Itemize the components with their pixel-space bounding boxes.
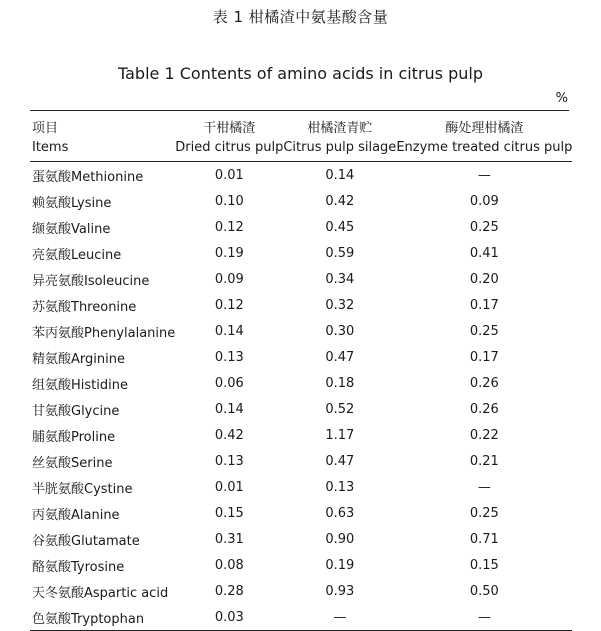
enzyme-cell: 0.71 — [469, 531, 499, 547]
unit-label: % — [555, 91, 568, 106]
header-dried-cn: 干柑橘渣 — [203, 121, 256, 136]
silage-cell: 0.47 — [325, 453, 355, 469]
enzyme-cell: — — [396, 604, 572, 631]
header-row-english — [30, 137, 572, 162]
silage-cell: 0.18 — [325, 375, 355, 391]
dried-cell: 0.10 — [214, 193, 244, 209]
table-row — [30, 578, 572, 604]
top-rule — [30, 110, 569, 111]
dried-cell: 0.01 — [214, 479, 244, 495]
silage-cell: 0.13 — [325, 479, 355, 495]
table-row — [30, 422, 572, 448]
table-row — [30, 552, 572, 578]
item-cell: 半胱氨酸Cystine — [32, 481, 133, 497]
table-row — [30, 266, 572, 292]
item-cell: 赖氨酸Lysine — [32, 195, 112, 211]
dried-cell: 0.19 — [214, 245, 244, 261]
silage-cell: — — [283, 604, 396, 631]
amino-acid-table — [30, 112, 572, 631]
dried-cell: 0.15 — [214, 505, 244, 521]
header-silage-en: Citrus pulp silage — [283, 137, 396, 162]
dried-cell: 0.13 — [214, 349, 244, 365]
table-title-english: Table 1 Contents of amino acids in citrus pulp — [118, 64, 483, 83]
item-cell: 谷氨酸Glutamate — [32, 533, 140, 549]
silage-cell: 0.34 — [325, 271, 355, 287]
item-cell: 脯氨酸Proline — [32, 429, 116, 445]
table-row — [30, 474, 572, 500]
item-cell: 蛋氨酸Methionine — [32, 169, 144, 185]
item-cell: 丙氨酸Alanine — [32, 507, 120, 523]
silage-cell: 0.47 — [325, 349, 355, 365]
enzyme-cell: 0.26 — [469, 375, 499, 391]
table-body — [30, 162, 572, 631]
dried-cell: 0.13 — [214, 453, 244, 469]
silage-cell: 0.42 — [325, 193, 355, 209]
header-dried-en: Dried citrus pulp — [175, 137, 283, 162]
enzyme-cell: 0.17 — [469, 297, 499, 313]
item-cell: 组氨酸Histidine — [32, 377, 128, 393]
header-items-cn: 项目 — [32, 121, 59, 136]
table-row — [30, 318, 572, 344]
table-title-chinese: 表 1 柑橘渣中氨基酸含量 — [212, 8, 389, 26]
dried-cell: 0.06 — [214, 375, 244, 391]
enzyme-cell: 0.22 — [469, 427, 499, 443]
enzyme-cell: 0.15 — [469, 557, 499, 573]
silage-cell: 0.90 — [325, 531, 355, 547]
enzyme-cell: 0.25 — [469, 505, 499, 521]
item-cell: 亮氨酸Leucine — [32, 247, 122, 263]
dried-cell: 0.31 — [214, 531, 244, 547]
silage-cell: 0.32 — [325, 297, 355, 313]
dried-cell: 0.03 — [175, 604, 283, 631]
dried-cell: 0.12 — [214, 297, 244, 313]
table-row — [30, 500, 572, 526]
enzyme-cell: — — [477, 167, 491, 183]
header-row-chinese — [30, 112, 572, 137]
table-row — [30, 240, 572, 266]
enzyme-cell: 0.41 — [469, 245, 499, 261]
dried-cell: 0.08 — [214, 557, 244, 573]
dried-cell: 0.14 — [214, 323, 244, 339]
table-row — [30, 370, 572, 396]
enzyme-cell: 0.25 — [469, 219, 499, 235]
enzyme-cell: — — [477, 479, 491, 495]
table-row — [30, 448, 572, 474]
enzyme-cell: 0.17 — [469, 349, 499, 365]
item-cell: 天冬氨酸Aspartic acid — [32, 585, 169, 601]
dried-cell: 0.09 — [214, 271, 244, 287]
silage-cell: 0.63 — [325, 505, 355, 521]
header-enzyme-cn: 酶处理柑橘渣 — [445, 121, 524, 136]
item-cell: 精氨酸Arginine — [32, 351, 125, 367]
silage-cell: 0.52 — [325, 401, 355, 417]
item-cell: 甘氨酸Glycine — [32, 403, 120, 419]
header-items-en: Items — [30, 137, 175, 162]
table-row — [30, 188, 572, 214]
table-row — [30, 526, 572, 552]
silage-cell: 0.45 — [325, 219, 355, 235]
silage-cell: 0.19 — [325, 557, 355, 573]
enzyme-cell: 0.21 — [469, 453, 499, 469]
silage-cell: 1.17 — [325, 427, 355, 443]
dried-cell: 0.28 — [214, 583, 244, 599]
table-row — [30, 396, 572, 422]
header-enzyme-en: Enzyme treated citrus pulp — [396, 137, 572, 162]
silage-cell: 0.14 — [325, 167, 355, 183]
silage-cell: 0.93 — [325, 583, 355, 599]
table-row — [30, 292, 572, 318]
item-cell: 异亮氨酸Isoleucine — [32, 273, 150, 289]
dried-cell: 0.12 — [214, 219, 244, 235]
enzyme-cell: 0.50 — [469, 583, 499, 599]
item-cell: 苯丙氨酸Phenylalanine — [32, 325, 176, 341]
item-cell: 酪氨酸Tyrosine — [32, 559, 125, 575]
table-row — [30, 604, 572, 631]
dried-cell: 0.01 — [214, 167, 244, 183]
enzyme-cell: 0.20 — [469, 271, 499, 287]
header-silage-cn: 柑橘渣青贮 — [307, 121, 373, 136]
silage-cell: 0.30 — [325, 323, 355, 339]
table-row — [30, 162, 572, 189]
item-cell: 苏氨酸Threonine — [32, 299, 137, 315]
enzyme-cell: 0.26 — [469, 401, 499, 417]
dried-cell: 0.14 — [214, 401, 244, 417]
item-cell: 色氨酸Tryptophan — [30, 604, 175, 631]
table-row — [30, 344, 572, 370]
item-cell: 缬氨酸Valine — [32, 221, 111, 237]
enzyme-cell: 0.25 — [469, 323, 499, 339]
dried-cell: 0.42 — [214, 427, 244, 443]
item-cell: 丝氨酸Serine — [32, 455, 113, 471]
enzyme-cell: 0.09 — [469, 193, 499, 209]
silage-cell: 0.59 — [325, 245, 355, 261]
table-row — [30, 214, 572, 240]
